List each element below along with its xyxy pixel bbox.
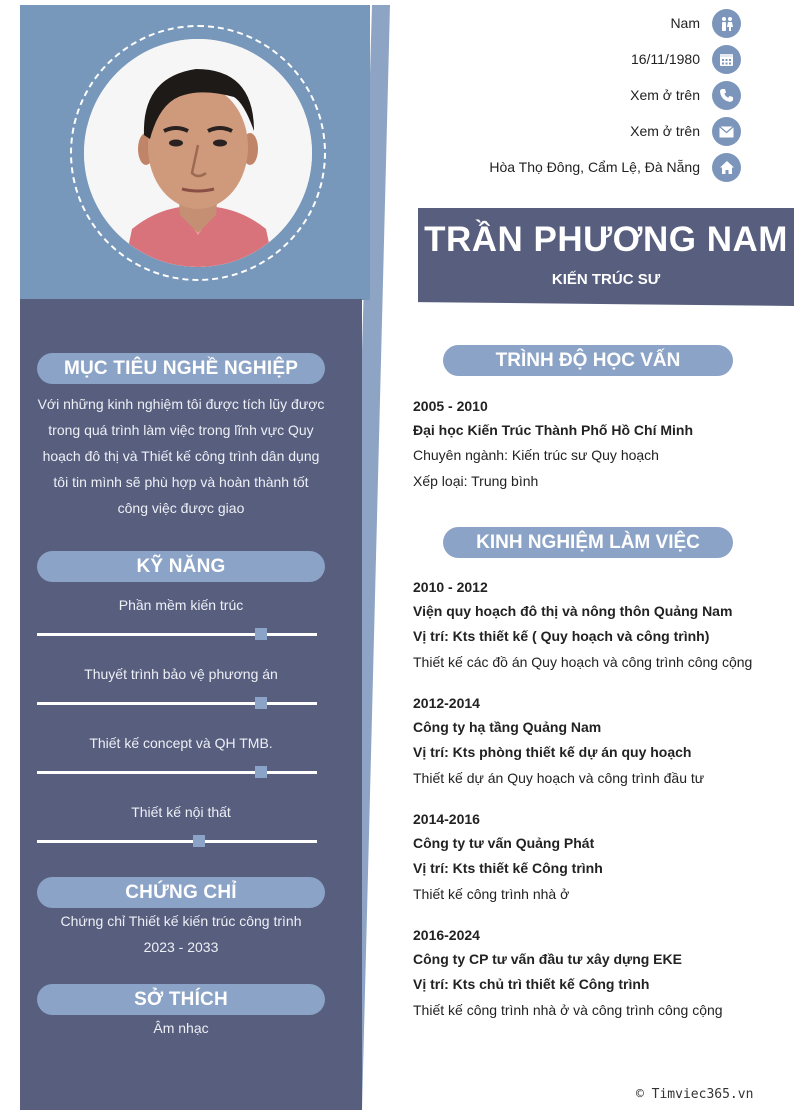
certificate-name: Chứng chỉ Thiết kế kiến trúc công trình xyxy=(60,913,302,929)
skill-label: Phần mềm kiến trúc xyxy=(118,597,244,613)
job-company: Công ty tư vấn Quảng Phát xyxy=(413,835,595,851)
certificate-years: 2023 - 2033 xyxy=(143,939,219,955)
objective-line: tôi tin mình sẽ phù hợp và hoàn thành tốt xyxy=(53,474,309,490)
objective-line: trong quá trình làm việc trong lĩnh vực Quy xyxy=(48,422,314,438)
objective-line: công việc được giao xyxy=(117,500,245,516)
gender-value: Nam xyxy=(670,15,700,31)
skill-level-marker xyxy=(255,766,267,778)
job-description: Thiết kế công trình nhà ở xyxy=(413,886,570,902)
objective-text xyxy=(30,391,332,521)
skill-level-marker xyxy=(193,835,205,847)
job-description: Thiết kế dự án Quy hoạch và công trình đầu tư xyxy=(413,770,705,786)
objective-line: Với những kinh nghiệm tôi được tích lũy được xyxy=(37,396,325,412)
education-school: Đại học Kiến Trúc Thành Phố Hồ Chí Minh xyxy=(413,422,693,438)
job-company: Công ty CP tư vấn đầu tư xây dựng EKE xyxy=(413,951,682,967)
phone-value: Xem ở trên xyxy=(630,87,700,103)
skill-label: Thiết kế concept và QH TMB. xyxy=(89,735,273,751)
skills-heading: KỸ NĂNG xyxy=(37,551,325,582)
envelope-icon xyxy=(712,117,741,146)
certificate-item xyxy=(30,908,332,960)
skill-bar xyxy=(37,702,317,705)
hobbies-heading: SỞ THÍCH xyxy=(37,984,325,1015)
job-position: Vị trí: Kts thiết kế ( Quy hoạch và công trình) xyxy=(413,628,710,644)
skill-level-marker xyxy=(255,628,267,640)
avatar xyxy=(84,39,312,267)
education-period: 2005 - 2010 xyxy=(413,398,488,414)
experience-heading: KINH NGHIỆM LÀM VIỆC xyxy=(443,527,733,558)
calendar-icon xyxy=(712,45,741,74)
job-description: Thiết kế các đồ án Quy hoạch và công trình công cộng xyxy=(413,654,753,670)
candidate-name: TRẦN PHƯƠNG NAM xyxy=(424,220,788,259)
job-period: 2010 - 2012 xyxy=(413,579,488,595)
job-position: Vị trí: Kts thiết kế Công trình xyxy=(413,860,603,876)
footer-copyright: © Timviec365.vn xyxy=(636,1087,754,1102)
phone-icon xyxy=(712,81,741,110)
job-company: Công ty hạ tầng Quảng Nam xyxy=(413,719,602,735)
objective-line: hoạch đô thị và Thiết kế công trình dân dụng xyxy=(42,448,320,464)
education-grade: Xếp loại: Trung bình xyxy=(413,473,539,489)
job-description: Thiết kế công trình nhà ở và công trình công cộng xyxy=(413,1002,723,1018)
gender-icon xyxy=(712,9,741,38)
education-heading: TRÌNH ĐỘ HỌC VẤN xyxy=(443,345,733,376)
skill-bar xyxy=(37,633,317,636)
objective-heading: MỤC TIÊU NGHỀ NGHIỆP xyxy=(37,353,325,384)
skill-label: Thuyết trình bảo vệ phương án xyxy=(84,666,278,682)
education-major: Chuyên ngành: Kiến trúc sư Quy hoạch xyxy=(413,447,659,463)
address-value: Hòa Thọ Đông, Cẩm Lệ, Đà Nẵng xyxy=(489,159,700,175)
hobbies-text: Âm nhạc xyxy=(153,1020,209,1036)
job-position: Vị trí: Kts chủ trì thiết kế Công trình xyxy=(413,976,650,992)
email-value: Xem ở trên xyxy=(630,123,700,139)
job-period: 2012-2014 xyxy=(413,695,480,711)
home-icon xyxy=(712,153,741,182)
skill-level-marker xyxy=(255,697,267,709)
skill-bar xyxy=(37,840,317,843)
job-company: Viện quy hoạch đô thị và nông thôn Quảng Nam xyxy=(413,603,733,619)
birthday-value: 16/11/1980 xyxy=(630,51,700,67)
skill-bar xyxy=(37,771,317,774)
job-period: 2014-2016 xyxy=(413,811,480,827)
job-period: 2016-2024 xyxy=(413,927,480,943)
job-title: KIẾN TRÚC SƯ xyxy=(551,271,661,288)
job-position: Vị trí: Kts phòng thiết kế dự án quy hoạch xyxy=(413,744,692,760)
certificates-heading: CHỨNG CHỈ xyxy=(37,877,325,908)
skill-label: Thiết kế nội thất xyxy=(131,804,231,820)
